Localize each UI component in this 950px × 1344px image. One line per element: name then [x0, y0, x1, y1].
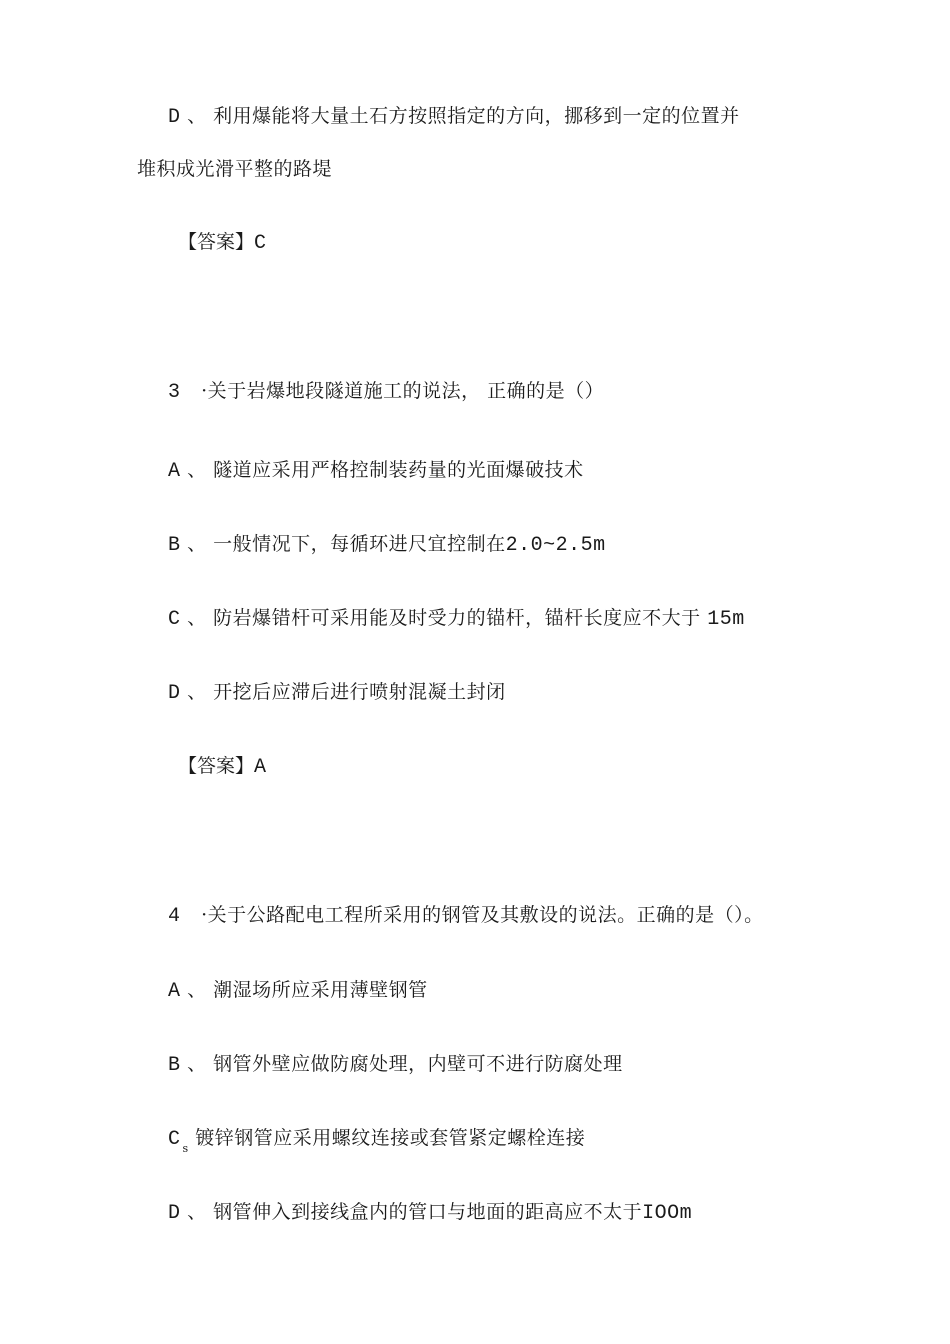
q3-option-b — [168, 532, 606, 558]
option-letter: B — [168, 1054, 181, 1077]
question-number: 4 — [168, 905, 181, 928]
option-text: 开挖后应滞后进行喷射混凝土封闭 — [213, 681, 506, 703]
question-number: 3 — [168, 381, 181, 404]
q3-answer — [178, 754, 267, 780]
q4-stem — [168, 903, 764, 929]
option-text-continued: 堆积成光滑平整的路堤 — [137, 158, 333, 180]
option-text: 钢管伸入到接线盒内的管口与地面的距高应不太于 — [213, 1201, 643, 1223]
option-value: IOOm — [642, 1202, 693, 1225]
option-separator: 、 — [187, 105, 207, 127]
option-letter: D — [168, 106, 181, 129]
option-letter: B — [168, 534, 181, 557]
option-separator: 、 — [187, 533, 207, 555]
option-separator: 、 — [187, 1201, 207, 1223]
option-text: 一般情况下，每循环进尺宜控制在 — [213, 533, 506, 555]
option-separator: 、 — [187, 1053, 207, 1075]
option-letter: C — [168, 608, 181, 631]
q3-stem — [168, 379, 604, 405]
q4-option-d — [168, 1200, 692, 1226]
option-text: 利用爆能将大量土石方按照指定的方向，挪移到一定的位置并 — [213, 105, 740, 127]
q3-option-c — [168, 606, 745, 632]
option-separator: 、 — [187, 979, 207, 1001]
option-value: 2.0~2.5m — [505, 534, 606, 557]
option-letter: C — [168, 1128, 181, 1151]
option-separator: 、 — [187, 607, 207, 629]
option-separator: 、 — [187, 681, 207, 703]
option-separator: 、 — [187, 459, 207, 481]
q3-option-a — [168, 458, 584, 484]
answer-label: 【答案】 — [178, 231, 255, 253]
option-text: 防岩爆错杆可采用能及时受力的锚杆，锚杆长度应不大于 — [213, 607, 701, 629]
option-text: 钢管外壁应做防腐处理，内壁可不进行防腐处理 — [213, 1053, 623, 1075]
q2-answer — [178, 230, 267, 256]
question-stem: ·关于公路配电工程所采用的钢管及其敷设的说法。正确的是（）。 — [201, 904, 764, 926]
question-stem: ·关于岩爆地段隧道施工的说法， 正确的是（） — [201, 380, 605, 402]
option-letter: D — [168, 1202, 181, 1225]
q4-option-a — [168, 978, 428, 1004]
option-letter: D — [168, 682, 181, 705]
option-text: 潮湿场所应采用薄壁钢管 — [213, 979, 428, 1001]
answer-value: C — [254, 232, 267, 255]
answer-value: A — [254, 756, 267, 779]
option-value: 15m — [707, 608, 745, 631]
q4-option-b — [168, 1052, 623, 1078]
option-text: 隧道应采用严格控制装药量的光面爆破技术 — [213, 459, 584, 481]
option-letter: A — [168, 980, 181, 1003]
option-separator: s — [182, 1142, 189, 1155]
answer-label: 【答案】 — [178, 755, 255, 777]
q4-option-c — [168, 1126, 585, 1161]
q2-option-d — [168, 104, 740, 130]
q3-option-d — [168, 680, 506, 706]
option-letter: A — [168, 460, 181, 483]
option-text: 镀锌钢管应采用螺纹连接或套管紧定螺栓连接 — [195, 1127, 586, 1149]
q2-option-d-continuation — [137, 157, 332, 181]
